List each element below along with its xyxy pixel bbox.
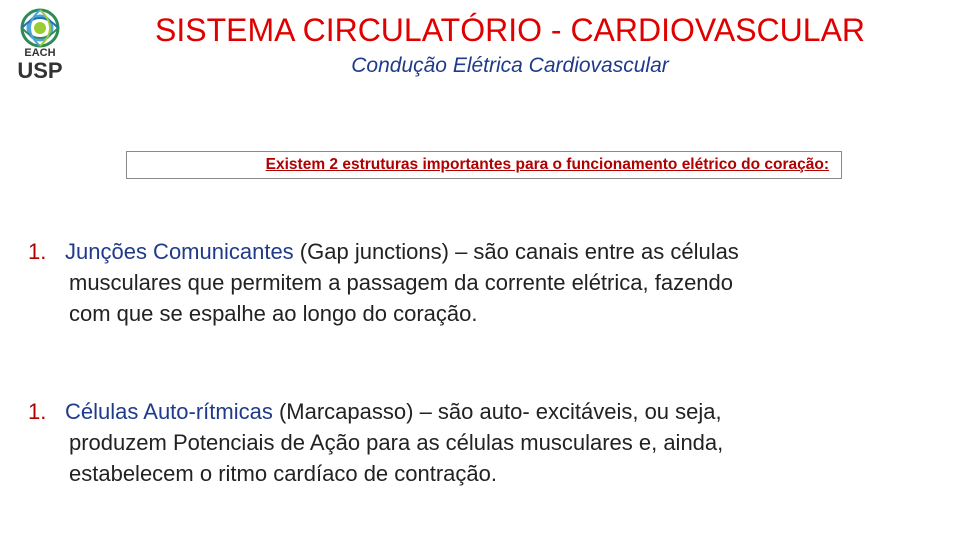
page-title: SISTEMA CIRCULATÓRIO - CARDIOVASCULAR xyxy=(154,12,866,48)
list-item xyxy=(28,396,928,489)
logo-text-usp: USP xyxy=(17,58,63,82)
list-item-text: (Gap junctions) – são canais entre as células xyxy=(293,239,739,264)
list-item-term: Junções Comunicantes xyxy=(65,239,294,264)
each-usp-logo-graphic xyxy=(10,4,70,82)
list-item-line xyxy=(28,236,928,267)
list-item-number: 1. xyxy=(28,239,47,264)
list-item-text: (Marcapasso) – são auto- excitáveis, ou seja, xyxy=(272,399,722,424)
list-item-term: Células Auto-rítmicas xyxy=(65,399,273,424)
each-usp-logo xyxy=(10,4,70,82)
highlight-text: Existem 2 estruturas importantes para o funcionamento elétrico do coração: xyxy=(265,156,829,173)
list-item-line xyxy=(28,396,928,427)
page-subtitle: Condução Elétrica Cardiovascular xyxy=(351,54,669,77)
highlight-box xyxy=(126,151,842,179)
list-item-number: 1. xyxy=(28,399,47,424)
list-item xyxy=(28,236,928,329)
logo-text-each: EACH xyxy=(24,47,56,59)
list-item-line: estabelecem o ritmo cardíaco de contração. xyxy=(69,461,498,486)
list-item-line: produzem Potenciais de Ação para as células musculares e, ainda, xyxy=(69,430,724,455)
logo-emblem xyxy=(22,10,58,46)
list-item-line: com que se espalhe ao longo do coração. xyxy=(69,301,478,326)
list-item-line: musculares que permitem a passagem da corrente elétrica, fazendo xyxy=(69,270,734,295)
